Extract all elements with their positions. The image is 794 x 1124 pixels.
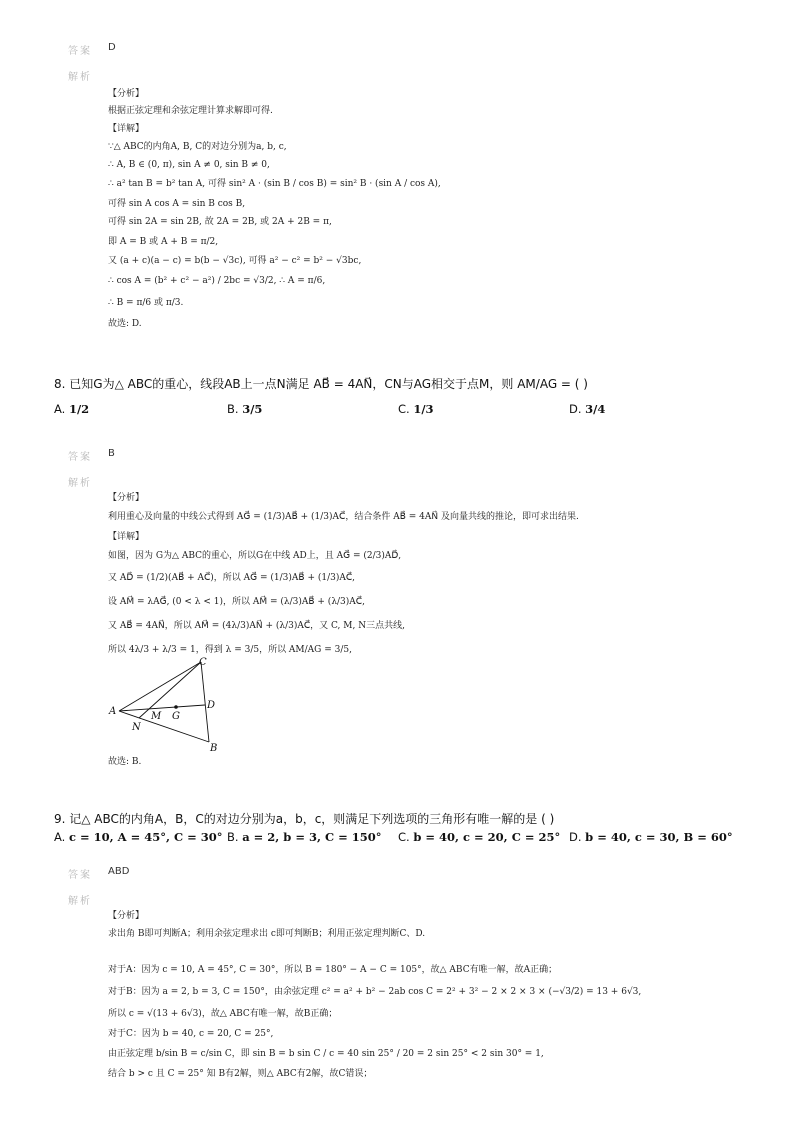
option-letter: C.: [398, 402, 410, 416]
solution-line: 故选: D.: [108, 319, 142, 329]
option-value: a = 2, b = 3, C = 150°: [242, 830, 382, 844]
point-label-b: B: [210, 743, 218, 754]
option-a[interactable]: [54, 402, 89, 416]
solution-line: 又 (a + c)(a − c) = b(b − √3c), 可得 a² − c² = b² − √3bc,: [108, 256, 362, 266]
answer-value: ABD: [108, 866, 130, 877]
centroid-dot: [174, 705, 178, 709]
point-label-c: C: [199, 657, 207, 668]
solution-line: 所以 4λ/3 + λ/3 = 1，得到 λ = 3/5，所以 AM/AG = 3/5,: [108, 645, 352, 655]
option-d[interactable]: [569, 402, 605, 416]
point-label-n: N: [132, 722, 141, 733]
section-header-analysis: 【分析】: [108, 89, 145, 99]
option-letter: B.: [227, 830, 239, 844]
solution-line: 由正弦定理 b/sin B = c/sin C，即 sin B = b sin C / c = 40 sin 25° / 20 = 2 sin 25° < 2 sin 30° = 1,: [108, 1049, 544, 1059]
option-value: 3/5: [242, 402, 263, 416]
solution-line: 对于C：因为 b = 40, c = 20, C = 25°,: [108, 1029, 274, 1039]
segment-ad: [119, 705, 205, 711]
option-letter: A.: [54, 830, 66, 844]
option-letter: D.: [569, 830, 582, 844]
option-letter: C.: [398, 830, 410, 844]
answer-label: 答案: [68, 46, 92, 57]
section-header-detail: 【详解】: [108, 124, 145, 134]
question-8-text: 8. 已知G为△ ABC的重心，线段AB上一点N满足 AB⃗ = 4AN⃗，CN与AG相交于点M，则 AM/AG = ( ): [54, 377, 588, 391]
segment-cn: [139, 662, 201, 718]
answer-label: 答案: [68, 870, 92, 881]
option-value: b = 40, c = 30, B = 60°: [585, 830, 733, 844]
solution-line: ∴ B = π/6 或 π/3.: [108, 298, 184, 308]
solution-line: ∴ A, B ∈ (0, π), sin A ≠ 0, sin B ≠ 0,: [108, 160, 270, 170]
option-letter: D.: [569, 402, 582, 416]
option-letter: A.: [54, 402, 66, 416]
triangle-diagram: [105, 655, 235, 755]
solution-line: 所以 c = √(13 + 6√3)，故△ ABC有唯一解，故B正确；: [108, 1009, 338, 1019]
option-a[interactable]: [54, 830, 223, 844]
solution-line: ∴ cos A = (b² + c² − a²) / 2bc = √3/2, ∴ A = π/6,: [108, 276, 326, 286]
answer-label: 答案: [68, 452, 92, 463]
option-d[interactable]: [569, 830, 733, 844]
option-c[interactable]: [398, 830, 560, 844]
point-label-m: M: [151, 711, 162, 722]
option-c[interactable]: [398, 402, 434, 416]
option-value: 1/3: [413, 402, 434, 416]
option-b[interactable]: [227, 402, 262, 416]
solution-line: 利用重心及向量的中线公式得到 AG⃗ = (1/3)AB⃗ + (1/3)AC⃗，结合条件 AB⃗ = 4AN⃗ 及向量共线的推论，即可求出结果.: [108, 512, 579, 522]
answer-value: B: [108, 448, 115, 459]
option-value: b = 40, c = 20, C = 25°: [413, 830, 561, 844]
solution-line: 如图，因为 G为△ ABC的重心，所以G在中线 AD上，且 AG⃗ = (2/3)AD⃗,: [108, 551, 402, 561]
analysis-label: 解析: [68, 896, 92, 907]
solution-line: 可得 sin A cos A = sin B cos B,: [108, 199, 246, 209]
solution-line: 对于B：因为 a = 2, b = 3, C = 150°，由余弦定理 c² = a² + b² − 2ab cos C = 2² + 3² − 2 × 2 × 3 × (−√3/2) = 13 + 6√3,: [108, 987, 642, 997]
option-b[interactable]: [227, 830, 382, 844]
solution-line: 又 AB⃗ = 4AN⃗，所以 AM⃗ = (4λ/3)AN⃗ + (λ/3)AC⃗，又 C, M, N三点共线,: [108, 621, 405, 631]
solution-line: 即 A = B 或 A + B = π/2,: [108, 237, 219, 247]
solution-line: ∵△ ABC的内角A, B, C的对边分别为a, b, c,: [108, 142, 287, 152]
solution-line: 根据正弦定理和余弦定理计算求解即可得.: [108, 106, 273, 116]
point-label-d: D: [207, 700, 216, 711]
solution-line: 求出角 B即可判断A；利用余弦定理求出 c即可判断B；利用正弦定理判断C、D.: [108, 929, 426, 939]
option-letter: B.: [227, 402, 239, 416]
option-value: c = 10, A = 45°, C = 30°: [68, 830, 223, 844]
solution-line: 又 AD⃗ = (1/2)(AB⃗ + AC⃗)，所以 AG⃗ = (1/3)AB⃗ + (1/3)AC⃗,: [108, 573, 355, 583]
solution-line: 对于A：因为 c = 10, A = 45°, C = 30°，所以 B = 180° − A − C = 105°，故△ ABC有唯一解，故A正确；: [108, 965, 558, 975]
solution-line: ∴ a² tan B = b² tan A, 可得 sin² A · (sin B / cos B) = sin² B · (sin A / cos A),: [108, 179, 441, 189]
solution-line: 设 AM⃗ = λAG⃗, (0 < λ < 1)，所以 AM⃗ = (λ/3)AB⃗ + (λ/3)AC⃗,: [108, 597, 365, 607]
option-value: 3/4: [585, 402, 606, 416]
segment-ac: [119, 662, 201, 711]
section-header-analysis: 【分析】: [108, 911, 145, 921]
solution-conclusion: 故选: B.: [108, 757, 142, 767]
section-header-analysis: 【分析】: [108, 493, 145, 503]
solution-line: 结合 b > c 且 C = 25° 知 B有2解，则△ ABC有2解，故C错误；: [108, 1069, 373, 1079]
solution-line: 可得 sin 2A = sin 2B, 故 2A = 2B, 或 2A + 2B = π,: [108, 217, 332, 227]
point-label-g: G: [172, 711, 180, 722]
analysis-label: 解析: [68, 72, 92, 83]
question-9-text: 9. 记△ ABC的内角A，B，C的对边分别为a，b，c，则满足下列选项的三角形有唯一解的是 ( ): [54, 812, 555, 826]
option-value: 1/2: [68, 402, 90, 416]
point-label-a: A: [109, 706, 117, 717]
analysis-label: 解析: [68, 478, 92, 489]
section-header-detail: 【详解】: [108, 532, 145, 542]
answer-value: D: [108, 42, 116, 53]
